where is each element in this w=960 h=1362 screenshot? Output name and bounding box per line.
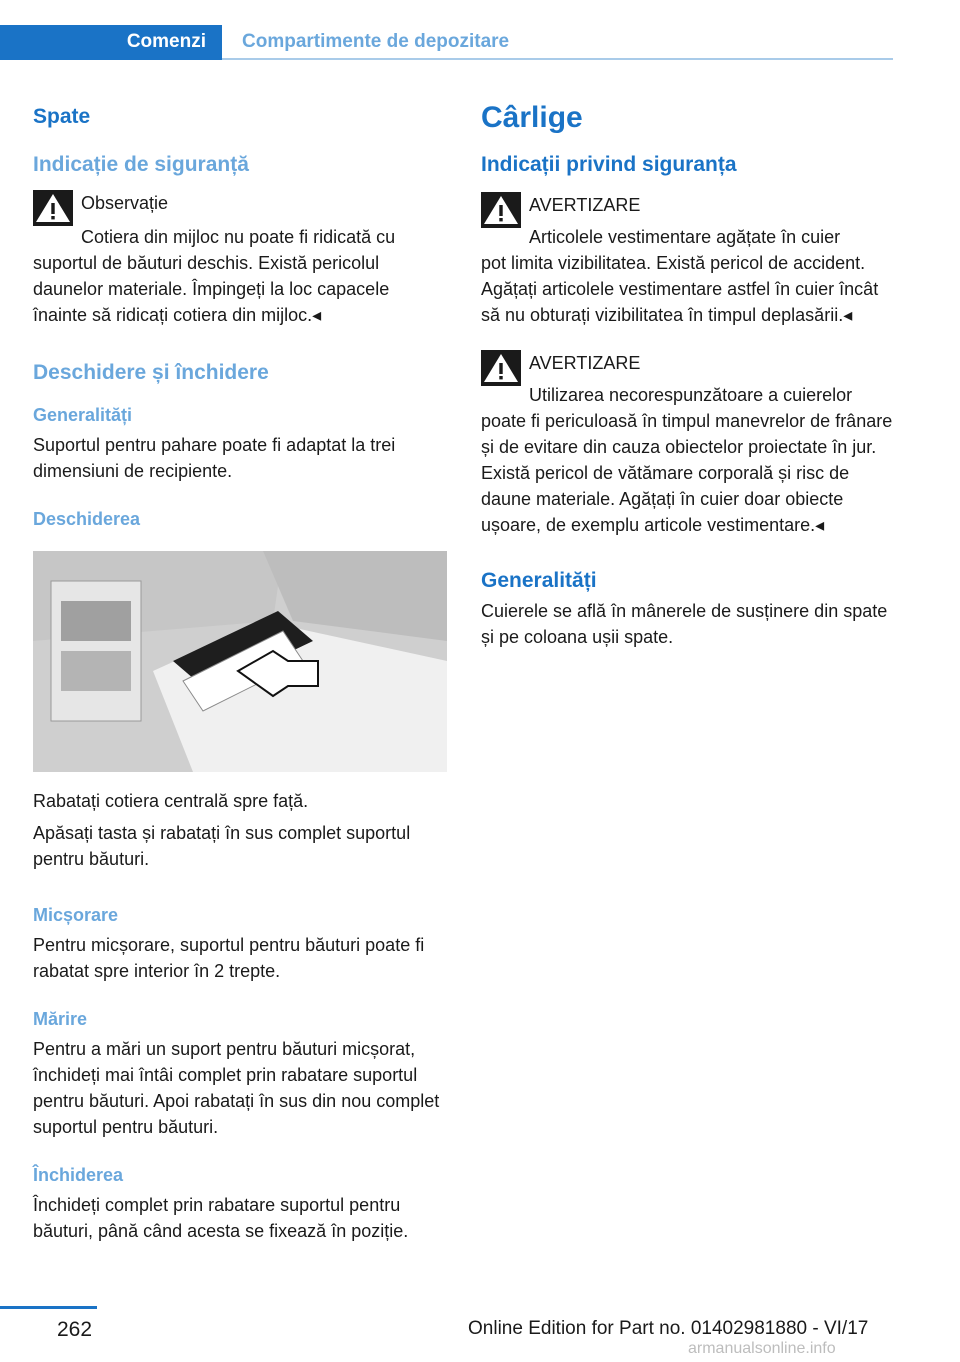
warning-2-text-rest: poate fi periculoasă în timpul manevrelor de frânare și de evitare din cauza obiectelor proiectate în jur. Există pericol de vătămare corporală și risc de daune materiale. Agățați în cuier doar obiecte ușoare, de exemplu articole vestimentare.◂ — [481, 411, 893, 535]
section-spate-heading: Spate — [33, 105, 91, 128]
warning-block-1 — [481, 192, 894, 328]
enlarge-heading: Mărire — [33, 1009, 88, 1029]
tab-comenzi[interactable] — [0, 25, 222, 60]
enlarge-text: Pentru a mări un suport pentru băuturi micșorat, închideți mai întâi complet prin rabatare suportul pentru băuturi. Apoi rabatați în sus din nou complet suportul pentru băuturi. — [33, 1039, 440, 1137]
open-close-heading: Deschidere și închidere — [33, 361, 269, 384]
warning-1-text-rest: pot limita vizibilitatea. Există pericol de accident. Agățați articolele vestimentare astfel în cuier încât să nu obturați vizibilitatea în timpul deplasării.◂ — [481, 253, 879, 325]
step-2: Apăsați tasta și rabatați în sus complet suportul pentru băuturi. — [33, 823, 411, 869]
note-text-rest: suportul de băuturi deschis. Există pericolul daunelor materiale. Împingeți la loc capacele înainte să ridicați cotiera din mijloc.◂ — [33, 253, 390, 325]
hooks-general-heading: Generalități — [481, 569, 597, 592]
watermark: armanualsonline.info — [688, 1340, 836, 1357]
closing-heading: Închiderea — [33, 1165, 124, 1185]
note-title: Observație — [81, 193, 169, 213]
safety-heading: Indicație de siguranță — [33, 153, 249, 176]
warning-triangle-icon — [33, 190, 73, 226]
header-bar — [0, 0, 893, 60]
note-block — [33, 190, 448, 328]
warning-2-text-first: Utilizarea necorespunzătoare a cuierelor — [529, 385, 853, 405]
hooks-general-text: Cuierele se află în mânerele de susținere din spate și pe coloana ușii spate. — [481, 601, 888, 647]
warning-triangle-icon — [481, 350, 521, 386]
reduce-heading: Micșorare — [33, 905, 119, 925]
step-1: Rabatați cotiera centrală spre față. — [33, 791, 309, 811]
opening-heading: Deschiderea — [33, 509, 141, 529]
tab-comenzi-label: Comenzi — [126, 31, 206, 52]
page-number-bar — [0, 1306, 97, 1309]
hooks-safety-heading: Indicații privind siguranța — [481, 153, 737, 176]
warning-block-2 — [481, 350, 894, 538]
warning-triangle-icon — [481, 192, 521, 228]
hooks-title: Cârlige — [481, 101, 583, 134]
warning-1-text-first: Articolele vestimentare agățate în cuier — [529, 227, 841, 247]
general-text: Suportul pentru pahare poate fi adaptat la trei dimensiuni de recipiente. — [33, 435, 396, 481]
reduce-text: Pentru micșorare, suportul pentru băuturi poate fi rabatat spre interior în 2 trepte. — [33, 935, 425, 981]
right-column — [481, 100, 894, 650]
tab-compartimente[interactable] — [222, 25, 893, 60]
general-heading: Generalități — [33, 405, 133, 425]
armrest-cupholder-photo — [33, 551, 447, 772]
note-text-first: Cotiera din mijloc nu poate fi ridicată cu — [81, 227, 396, 247]
closing-text: Închideți complet prin rabatare suportul pentru băuturi, până când acesta se fixează în poziție. — [33, 1195, 409, 1241]
edition-footer: Online Edition for Part no. 01402981880 - VI/17 — [468, 1318, 869, 1339]
warning-2-title: AVERTIZARE — [529, 353, 641, 373]
page-number: 262 — [57, 1318, 93, 1341]
header-divider — [222, 58, 893, 60]
warning-1-title: AVERTIZARE — [529, 195, 641, 215]
tab-compartimente-label: Compartimente de depozitare — [242, 31, 510, 52]
left-column — [33, 100, 448, 1244]
